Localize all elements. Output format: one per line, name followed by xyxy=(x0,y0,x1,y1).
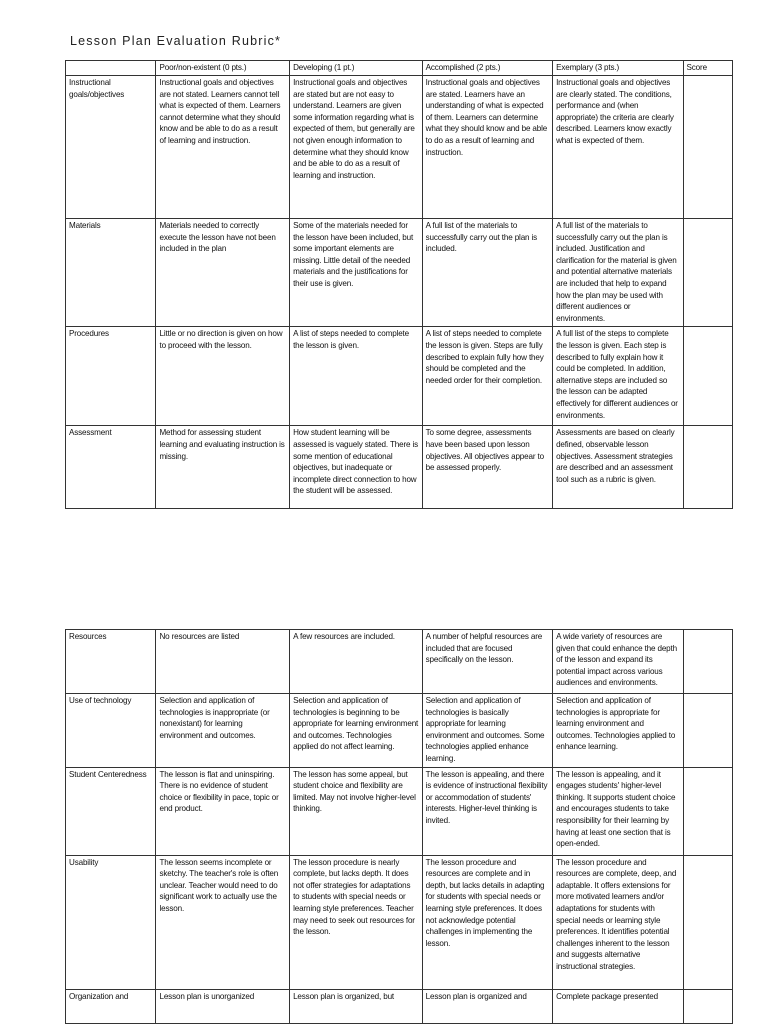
criterion-cell: Materials xyxy=(66,219,156,327)
rubric-table-continued xyxy=(65,629,733,1024)
criterion-cell: Organization and xyxy=(66,989,156,1023)
poor-cell: Method for assessing student learning and evaluating instruction is missing. xyxy=(156,426,290,509)
header-score: Score xyxy=(683,61,732,76)
poor-cell: The lesson seems incomplete or sketchy. The teacher's role is often unclear. Teacher would need to do significant work to actually use the lesson. xyxy=(156,855,290,989)
table-row xyxy=(66,855,733,989)
table-row xyxy=(66,630,733,694)
exemplary-cell: A full list of the steps to complete the lesson is given. Each step is described to fully explain how it could be completed. In addition, alternative steps are included so the lesson can be adapted effectively for different audiences or environments. xyxy=(553,327,683,426)
developing-cell: Some of the materials needed for the lesson have been included, but some important elements are missing. Little detail of the needed materials and the justifications for their use is given. xyxy=(290,219,423,327)
criterion-cell: Resources xyxy=(66,630,156,694)
developing-cell: How student learning will be assessed is vaguely stated. There is some mention of educational objectives, but inadequate or incomplete direct connection to how the student will be assessed. xyxy=(290,426,423,509)
accomplished-cell: The lesson procedure and resources are complete and in depth, but lacks details in adapting for students with special needs or learning style preferences. It does not acknowledge potential challenges in implementing the lesson. xyxy=(422,855,552,989)
score-cell xyxy=(683,630,732,694)
table-row xyxy=(66,767,733,855)
score-cell xyxy=(683,694,732,768)
score-cell xyxy=(683,327,732,426)
accomplished-cell: A number of helpful resources are included that are focused specifically on the lesson. xyxy=(422,630,552,694)
developing-cell: A list of steps needed to complete the lesson is given. xyxy=(290,327,423,426)
score-cell xyxy=(683,76,732,219)
header-criterion xyxy=(66,61,156,76)
criterion-cell: Use of technology xyxy=(66,694,156,768)
developing-cell: Lesson plan is organized, but xyxy=(290,989,423,1023)
table-row xyxy=(66,219,733,327)
header-accomplished: Accomplished (2 pts.) xyxy=(422,61,552,76)
poor-cell: Little or no direction is given on how to proceed with the lesson. xyxy=(156,327,290,426)
document-title: Lesson Plan Evaluation Rubric* xyxy=(70,34,282,48)
exemplary-cell: The lesson procedure and resources are complete, deep, and adaptable. It offers extensions for more motivated learners and/or adaptations for students with special needs or learning style preferences. It identifies potential challenges inherent to the lesson and suggests alternative instructional strategies. xyxy=(553,855,683,989)
header-developing: Developing (1 pt.) xyxy=(290,61,423,76)
table-row xyxy=(66,327,733,426)
header-exemplary: Exemplary (3 pts.) xyxy=(553,61,683,76)
poor-cell: Selection and application of technologies is inappropriate (or nonexistant) for learning environment and outcomes. xyxy=(156,694,290,768)
accomplished-cell: Lesson plan is organized and xyxy=(422,989,552,1023)
poor-cell: No resources are listed xyxy=(156,630,290,694)
exemplary-cell: Instructional goals and objectives are clearly stated. The conditions, performance and (when appropriate) the criteria are clearly described. Learners know exactly what is expected of them. xyxy=(553,76,683,219)
accomplished-cell: To some degree, assessments have been based upon lesson objectives. All objectives appear to be assessed properly. xyxy=(422,426,552,509)
exemplary-cell: Complete package presented xyxy=(553,989,683,1023)
accomplished-cell: The lesson is appealing, and there is evidence of instructional flexibility or accommodation of students' interests. Higher-level thinking is invited. xyxy=(422,767,552,855)
criterion-cell: Usability xyxy=(66,855,156,989)
exemplary-cell: The lesson is appealing, and it engages students' higher-level thinking. It supports student choice and encourages students to take responsibility for their learning by having at least one section that is open-ended. xyxy=(553,767,683,855)
accomplished-cell: Selection and application of technologies is basically appropriate for learning environment and outcomes. Some technologies applied enhance learning. xyxy=(422,694,552,768)
poor-cell: Lesson plan is unorganized xyxy=(156,989,290,1023)
score-cell xyxy=(683,855,732,989)
criterion-cell: Assessment xyxy=(66,426,156,509)
accomplished-cell: Instructional goals and objectives are stated. Learners have an understanding of what is expected of them. Learners can determine what they should know and be able to do as a result of learning and instruction. xyxy=(422,76,552,219)
accomplished-cell: A full list of the materials to successfully carry out the plan is included. xyxy=(422,219,552,327)
developing-cell: Selection and application of technologies is beginning to be appropriate for learning environment and outcomes. Technologies applied do not affect learning. xyxy=(290,694,423,768)
developing-cell: The lesson has some appeal, but student choice and flexibility are limited. May not involve higher-level thinking. xyxy=(290,767,423,855)
exemplary-cell: A full list of the materials to successfully carry out the plan is included. Justification and clarification for the material is given and potential alternative materials are included that help to expand how the plan may be used with different audiences or environments. xyxy=(553,219,683,327)
developing-cell: Instructional goals and objectives are stated but are not easy to understand. Learners are given some information regarding what is expected of them, but generally are not given enough information to determine what they should know and be able to do as a result of learning and instruction. xyxy=(290,76,423,219)
score-cell xyxy=(683,426,732,509)
exemplary-cell: Selection and application of technologies is appropriate for learning environment and outcomes. Technologies applied to enhance learning. xyxy=(553,694,683,768)
criterion-cell: Procedures xyxy=(66,327,156,426)
score-cell xyxy=(683,219,732,327)
score-cell xyxy=(683,767,732,855)
criterion-cell: Instructional goals/objectives xyxy=(66,76,156,219)
exemplary-cell: A wide variety of resources are given that could enhance the depth of the lesson and expand its potential impact across various audiences and environments. xyxy=(553,630,683,694)
table-row xyxy=(66,989,733,1023)
accomplished-cell: A list of steps needed to complete the lesson is given. Steps are fully described to explain fully how they should be completed and the needed order for their completion. xyxy=(422,327,552,426)
rubric-table-top xyxy=(65,60,733,509)
poor-cell: Materials needed to correctly execute the lesson have not been included in the plan xyxy=(156,219,290,327)
score-cell xyxy=(683,989,732,1023)
poor-cell: The lesson is flat and uninspiring. There is no evidence of student choice or flexibility in pace, topic or end product. xyxy=(156,767,290,855)
table-row xyxy=(66,426,733,509)
table-row xyxy=(66,76,733,219)
exemplary-cell: Assessments are based on clearly defined, observable lesson objectives. Assessment strategies are described and an assessment tool such as a rubric is given. xyxy=(553,426,683,509)
table-row xyxy=(66,694,733,768)
developing-cell: The lesson procedure is nearly complete, but lacks depth. It does not offer strategies for adaptations to students with special needs or learning style preferences. Teacher may need to seek out resources for the lesson. xyxy=(290,855,423,989)
criterion-cell: Student Centeredness xyxy=(66,767,156,855)
developing-cell: A few resources are included. xyxy=(290,630,423,694)
poor-cell: Instructional goals and objectives are not stated. Learners cannot tell what is expected of them. Learners cannot determine what they should know and be able to do as a result of learning and instruction. xyxy=(156,76,290,219)
header-poor: Poor/non-existent (0 pts.) xyxy=(156,61,290,76)
header-row xyxy=(66,61,733,76)
